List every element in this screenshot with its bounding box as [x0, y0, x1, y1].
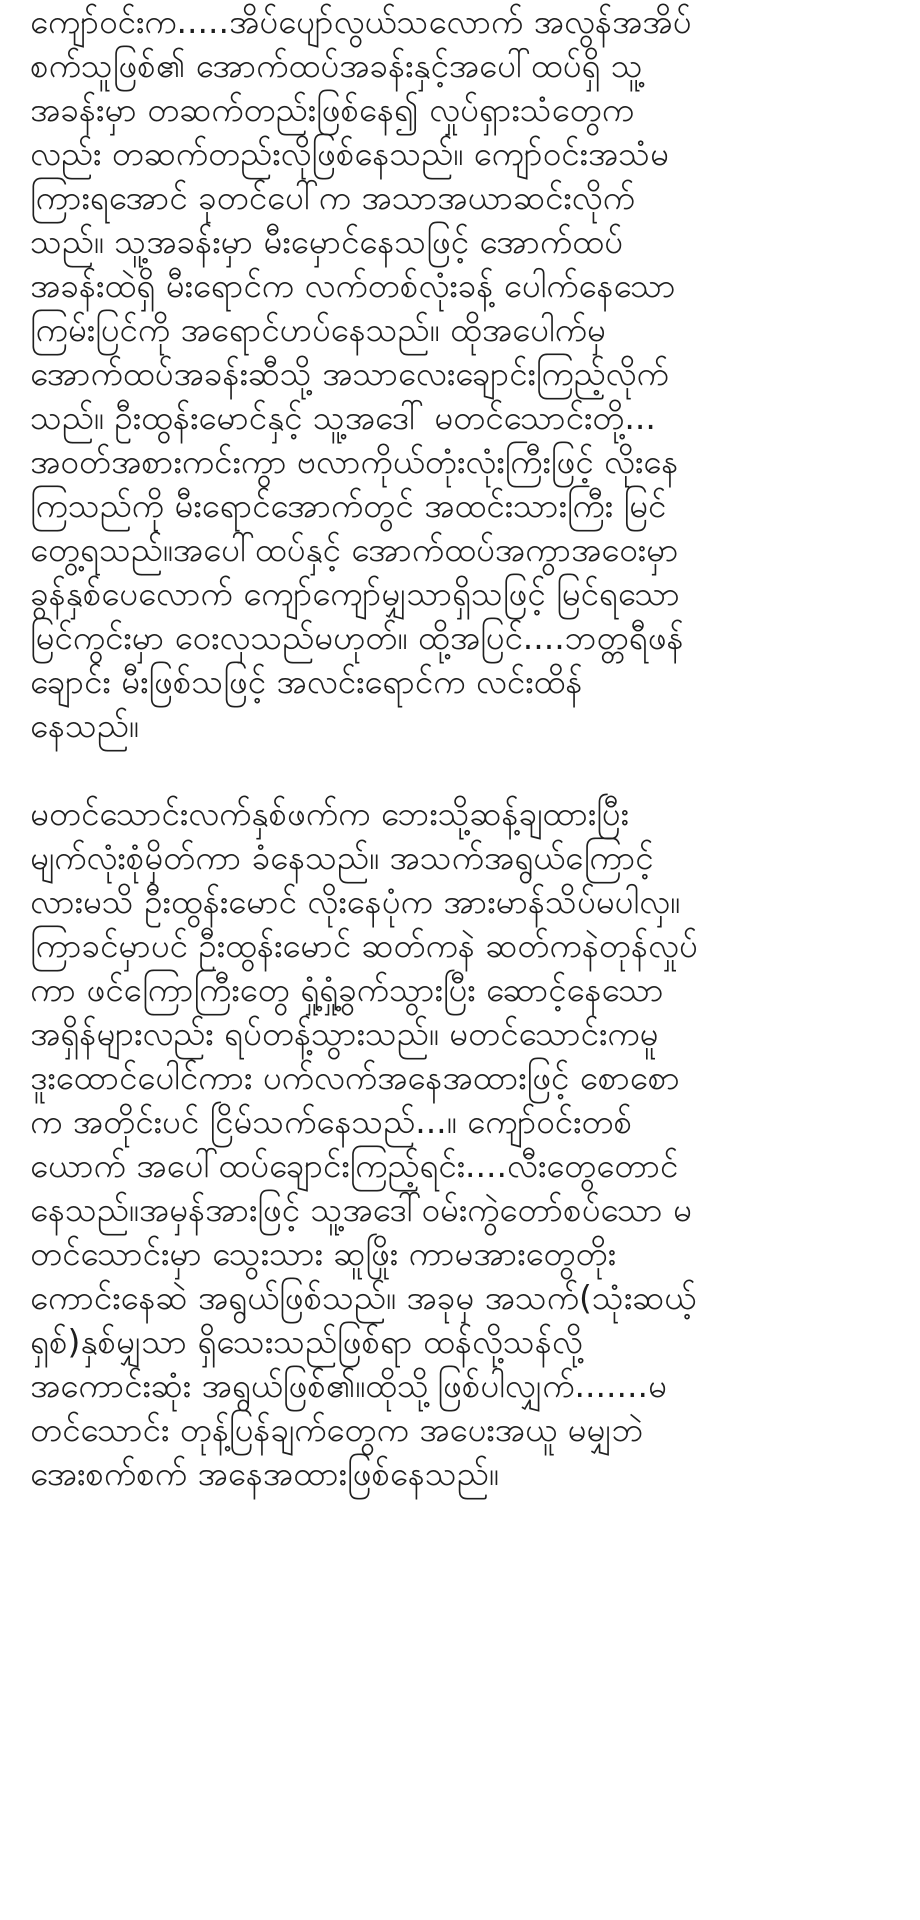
- paragraph-line: မတင်သောင်းလက်နှစ်ဖက်က ဘေးသို့ဆန့်ချထားပြီး: [30, 794, 629, 833]
- paragraph-line: နေသည်။: [30, 706, 139, 745]
- paragraph-line: အရှိန်များလည်း ရပ်တန့်သွားသည်။ မတင်သောင်းကမူ: [30, 1014, 659, 1053]
- paragraph-line: ဒူးထောင်ပေါင်ကား ပက်လက်အနေအထားဖြင့် စောစော: [30, 1058, 680, 1097]
- paragraph-line: လားမသိ ဦးထွန်းမောင် လိုးနေပုံက အားမာန်သိပ်မပါလှ။: [30, 882, 680, 921]
- paragraph-line: အခန်းမှာ တဆက်တည်းဖြစ်နေ၍ လှုပ်ရှားသံတွေက: [30, 90, 634, 129]
- paragraph-line: ကြားရအောင် ခုတင်ပေါ်က အသာအယာဆင်းလိုက်: [30, 178, 635, 217]
- paragraph-1: [30, 0, 890, 748]
- paragraph-line: က အတိုင်းပင် ငြိမ်သက်နေသည်...။ ကျော်ဝင်းတစ်: [30, 1102, 633, 1141]
- paragraph-line: မျက်လုံးစုံမှိတ်ကာ ခံနေသည်။ အသက်အရွယ်ကြောင့်: [30, 838, 654, 877]
- paragraph-line: ချောင်း မီးဖြစ်သဖြင့် အလင်းရောင်က လင်းထိန်: [30, 662, 583, 701]
- paragraph-line: ယောက် အပေါ်ထပ်ချောင်းကြည့်ရင်း....လီးတွေတောင်: [30, 1146, 679, 1185]
- paragraph-line: အဝတ်အစားကင်းကွာ ဗလာကိုယ်တုံးလုံးကြီးဖြင့် လိုးနေ: [30, 442, 679, 481]
- paragraph-line: သည်။ သူ့အခန်းမှာ မီးမှောင်နေသဖြင့် အောက်ထပ်: [30, 222, 623, 261]
- paragraph-line: စက်သူဖြစ်၏ အောက်ထပ်အခန်းနှင့်အပေါ်ထပ်ရှိ သူ့: [30, 46, 643, 85]
- paragraph-line: ကြသည်ကို မီးရောင်အောက်တွင် အထင်းသားကြီး မြင်: [30, 486, 667, 525]
- paragraph-line: ကြမ်းပြင်ကို အရောင်ဟပ်နေသည်။ ထိုအပေါက်မှ: [30, 310, 606, 349]
- paragraph-line: တင်သောင်း တုန့်ပြန်ချက်တွေက အပေးအယူ မမျှဘဲ: [30, 1410, 644, 1449]
- paragraph-line: အကောင်းဆုံး အရွယ်ဖြစ်၏။ထိုသို့ဖြစ်ပါလျှက်.......မ: [30, 1366, 667, 1405]
- paragraph-line: အောက်ထပ်အခန်းဆီသို့ အသာလေးချောင်းကြည့်လိုက်: [30, 354, 669, 393]
- paragraph-line: ကာ ဖင်ကြောကြီးတွေ ရှုံ့ရှုံ့ခွက်သွားပြီး ဆောင့်နေသော: [30, 970, 664, 1009]
- paragraph-line: အေးစက်စက် အနေအထားဖြစ်နေသည်။: [30, 1454, 499, 1493]
- paragraph-line: ကြာခင်မှာပင် ဦးထွန်းမောင် ဆတ်ကနဲ ဆတ်ကနဲတုန်လှုပ်: [30, 926, 698, 965]
- paragraph-line: သည်။ ဦးထွန်းမောင်နှင့် သူ့အဒေါ် မတင်သောင်းတို့...: [30, 398, 656, 437]
- paragraph-spacer: [30, 748, 890, 792]
- paragraph-line: လည်း တဆက်တည်းလိုဖြစ်နေသည်။ ကျော်ဝင်းအသံမ: [30, 134, 669, 173]
- paragraph-line: ကောင်းနေဆဲ အရွယ်ဖြစ်သည်။ အခုမှ အသက်(သုံးဆယ့်: [30, 1278, 697, 1317]
- paragraph-line: ကျော်ဝင်းက.....အိပ်ပျော်လွယ်သလောက် အလွန်အအိပ်: [30, 2, 692, 41]
- paragraph-line: နေသည်။အမှန်အားဖြင့် သူ့အဒေါ်ဝမ်းကွဲတော်စပ်သော မ: [30, 1190, 692, 1229]
- paragraph-line: ခွန်နှစ်ပေလောက် ကျော်ကျော်မျှသာရှိသဖြင့် မြင်ရသော: [30, 574, 680, 613]
- paragraph-2: [30, 792, 890, 1496]
- paragraph-line: အခန်းထဲရှိ မီးရောင်က လက်တစ်လုံးခန့် ပေါက်နေသော: [30, 266, 676, 305]
- paragraph-line: တွေ့ရသည်။အပေါ်ထပ်နှင့် အောက်ထပ်အကွာအဝေးမှာ: [30, 530, 679, 569]
- paragraph-line: ရှစ်)နှစ်မျှသာ ရှိသေးသည်ဖြစ်ရာ ထန်လို့သန်လို့: [30, 1322, 583, 1361]
- paragraph-line: မြင်ကွင်းမှာ ဝေးလှသည်မဟုတ်။ ထို့အပြင်....ဘတ္တရီဖန်: [30, 618, 684, 657]
- paragraph-line: တင်သောင်းမှာ သွေးသား ဆူဖြိုး ကာမအားတွေတိုး: [30, 1234, 617, 1273]
